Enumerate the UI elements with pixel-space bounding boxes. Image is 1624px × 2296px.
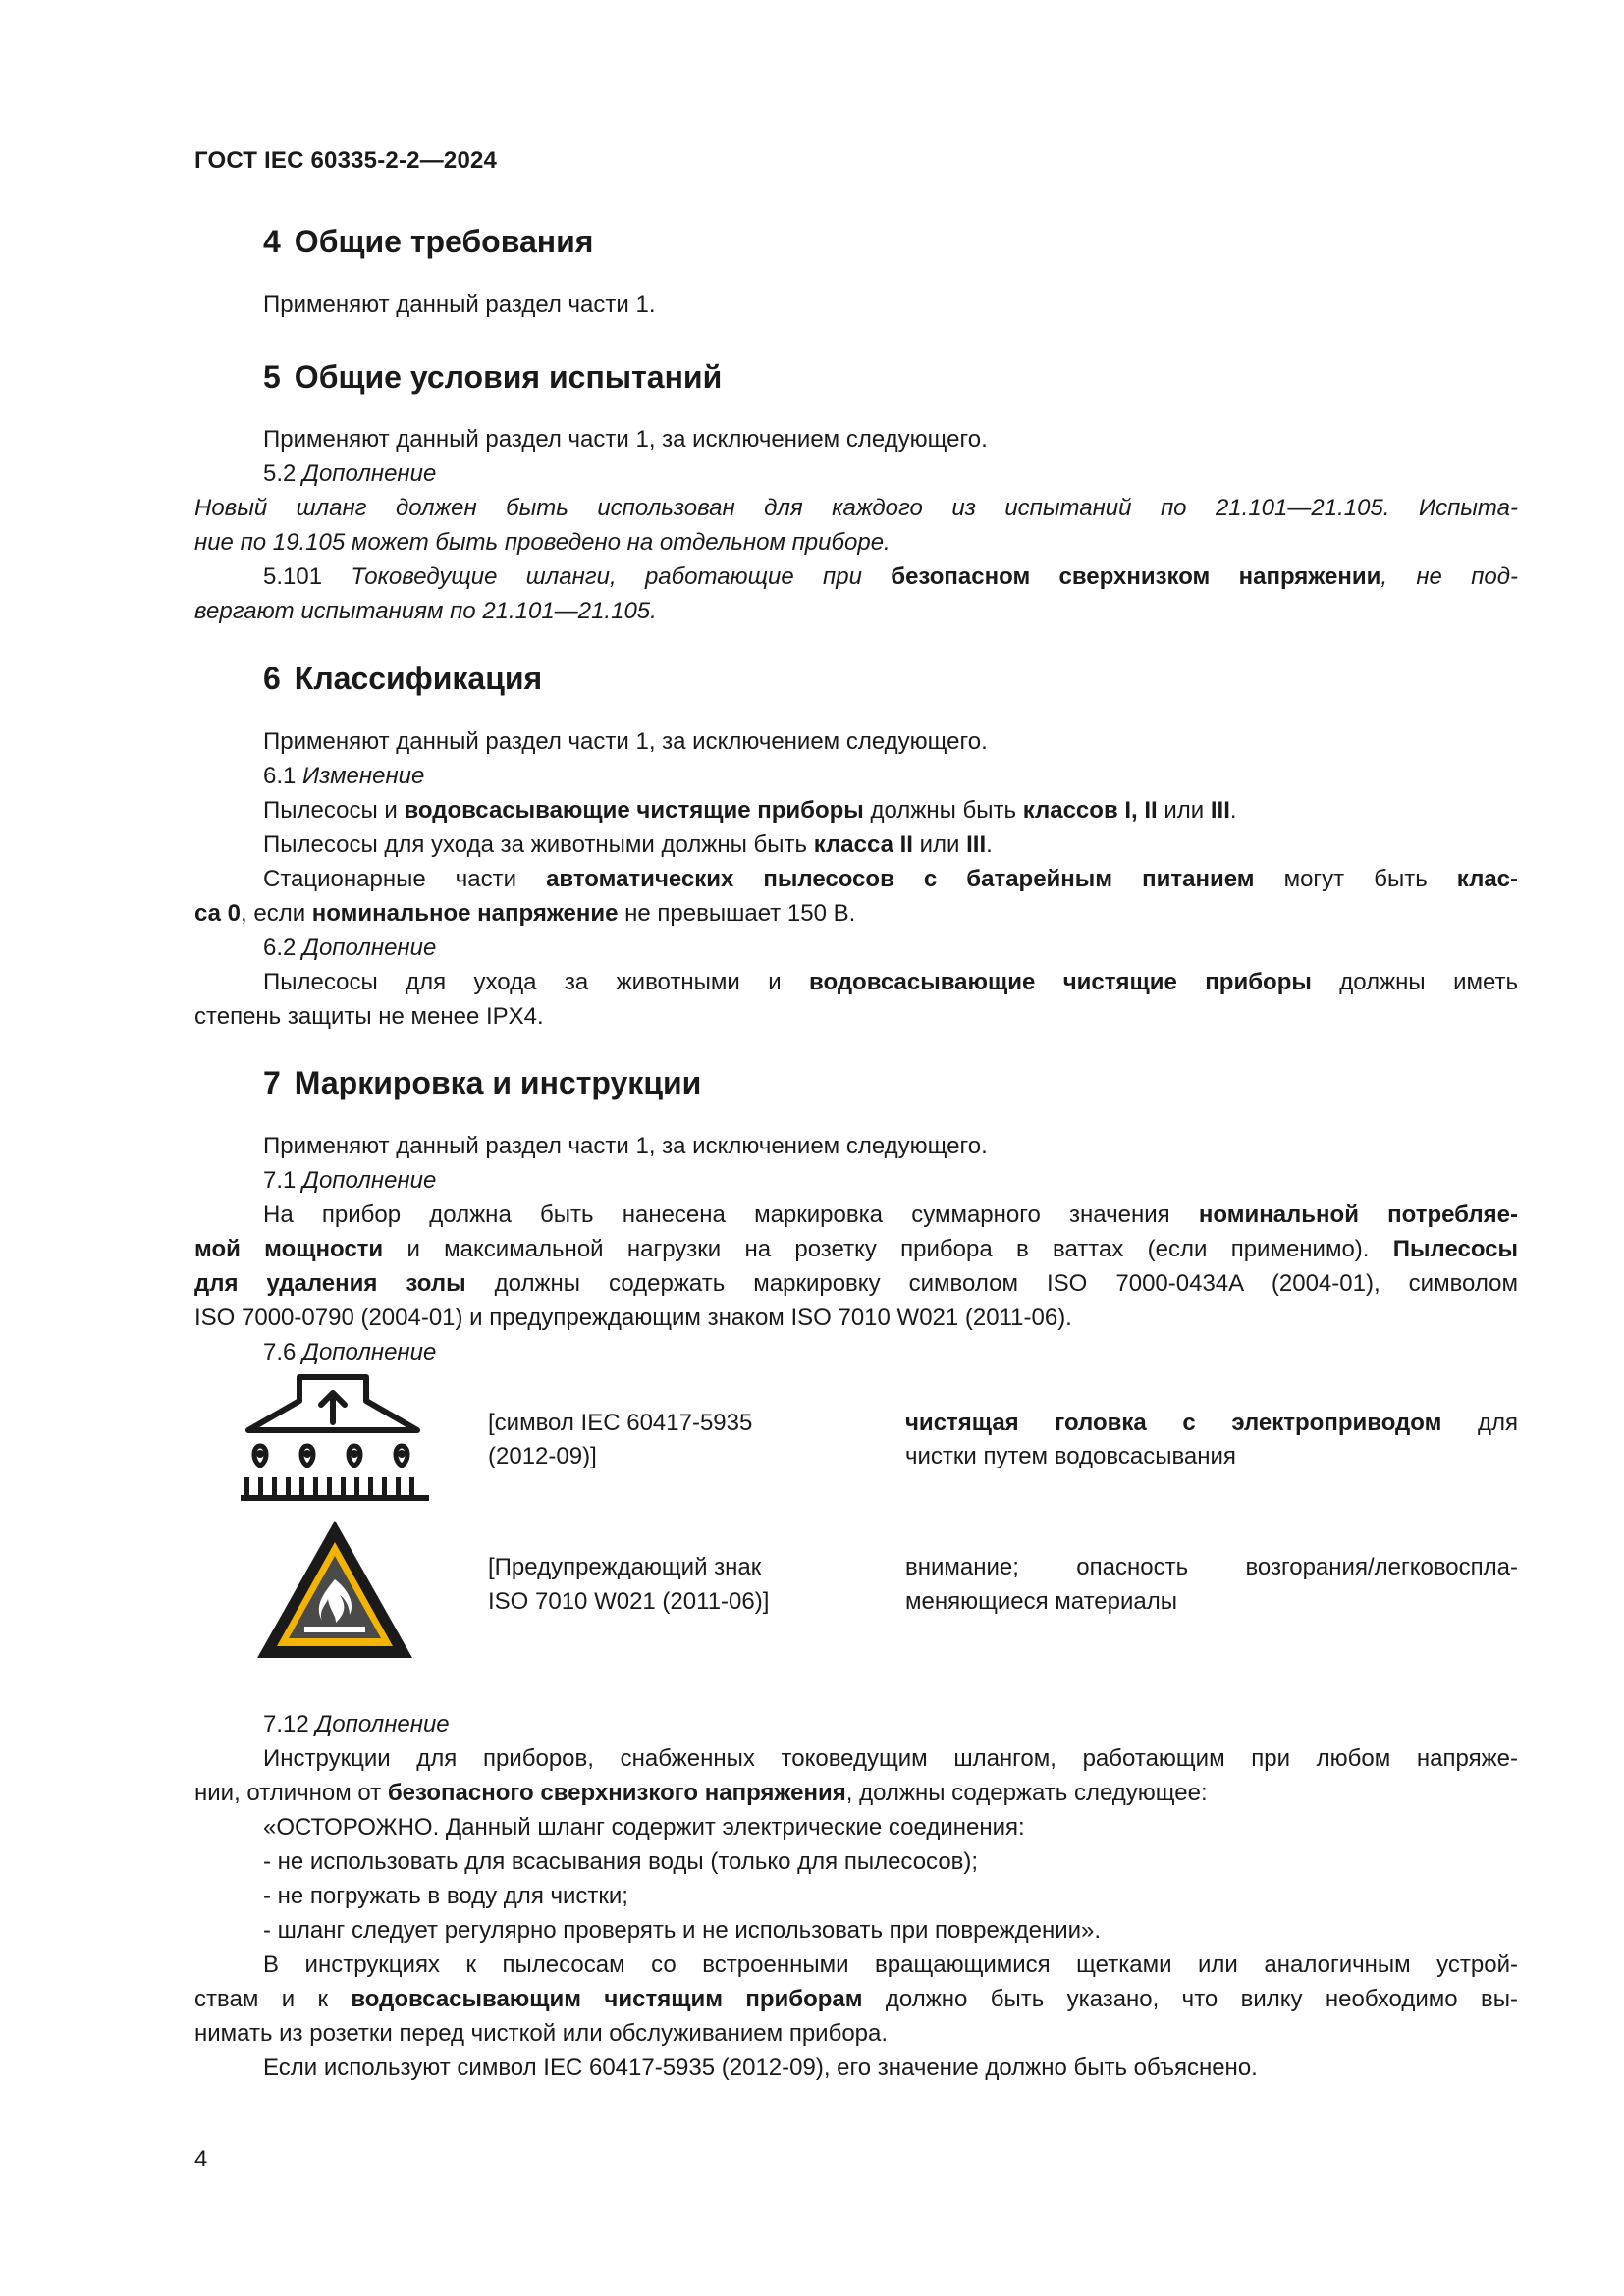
section-number: 7 bbox=[263, 1065, 281, 1100]
paragraph-line: нии, отличном от безопасного сверхнизкого напряжения, должны содержать следующее: bbox=[194, 1780, 1208, 1806]
section-title: Общие требования bbox=[294, 224, 594, 259]
clause-6-1-heading: 6.1 Изменение bbox=[263, 763, 425, 789]
paragraph-line: Если используют символ IEC 60417-5935 (2012-09), его значение должно быть объяснено. bbox=[263, 2055, 1258, 2081]
section-number: 5 bbox=[263, 359, 281, 395]
paragraph-line: Пылесосы для ухода за животными должны быть класса II или III. bbox=[263, 831, 993, 858]
paragraph: Применяют данный раздел части 1, за исключением следующего. bbox=[263, 426, 988, 453]
symbol-description: внимание; опасность возгорания/легковоспла- bbox=[905, 1554, 1518, 1580]
section-title: Маркировка и инструкции bbox=[294, 1065, 702, 1100]
paragraph: Применяют данный раздел части 1. bbox=[263, 292, 656, 318]
clause-7-12-heading: 7.12 Дополнение bbox=[263, 1711, 450, 1737]
symbol-description: меняющиеся материалы bbox=[905, 1588, 1178, 1615]
list-item: - не погружать в воду для чистки; bbox=[263, 1883, 628, 1909]
paragraph: Применяют данный раздел части 1, за исключением следующего. bbox=[263, 1133, 988, 1159]
section-title: Классификация bbox=[294, 661, 543, 696]
paragraph-line: са 0, если номинальное напряжение не превышает 150 В. bbox=[194, 900, 856, 927]
section-7-heading bbox=[263, 1065, 701, 1101]
symbol-reference: [символ IEC 60417-5935 bbox=[488, 1410, 753, 1436]
paragraph-line: Пылесосы для ухода за животными и водовсасывающие чистящие приборы должны иметь bbox=[263, 969, 1518, 995]
section-5-heading bbox=[263, 359, 722, 396]
clause-6-2-heading: 6.2 Дополнение bbox=[263, 934, 437, 961]
flammable-warning-icon bbox=[253, 1517, 416, 1664]
section-number: 6 bbox=[263, 661, 281, 696]
section-number: 4 bbox=[263, 224, 281, 259]
list-item: - шланг следует регулярно проверять и не использовать при повреждении». bbox=[263, 1917, 1102, 1944]
paragraph-line: ние по 19.105 может быть проведено на отдельном приборе. bbox=[194, 529, 891, 556]
section-6-heading bbox=[263, 661, 542, 697]
section-4-heading bbox=[263, 224, 593, 260]
clause-number: 5.2 bbox=[263, 460, 297, 487]
clause-5-101-line: 5.101 Токоведущие шланги, работающие при безопасном сверхнизком напряжении, не под- bbox=[263, 563, 1518, 590]
clause-5-2-heading bbox=[263, 456, 1518, 492]
paragraph-line: вергают испытаниям по 21.101—21.105. bbox=[194, 598, 657, 624]
paragraph-line: «ОСТОРОЖНО. Данный шланг содержит электрические соединения: bbox=[263, 1814, 1025, 1841]
symbol-reference: (2012-09)] bbox=[488, 1443, 597, 1469]
symbol-description: чистящая головка с электроприводом для bbox=[905, 1410, 1519, 1436]
section-title: Общие условия испытаний bbox=[294, 359, 723, 395]
paragraph-line: Пылесосы и водовсасывающие чистящие приборы должны быть классов I, II или III. bbox=[263, 797, 1237, 824]
clause-title: Дополнение bbox=[302, 460, 437, 487]
symbol-reference: ISO 7010 W021 (2011-06)] bbox=[488, 1588, 770, 1615]
paragraph-line: Стационарные части автоматических пылесосов с батарейным питанием могут быть клас- bbox=[263, 866, 1518, 892]
paragraph-line: ISO 7000-0790 (2004-01) и предупреждающим знаком ISO 7010 W021 (2011-06). bbox=[194, 1305, 1072, 1331]
paragraph-line: ствам и к водовсасывающим чистящим приборам должно быть указано, что вилку необходимо вы- bbox=[194, 1986, 1518, 2012]
list-item: - не использовать для всасывания воды (только для пылесосов); bbox=[263, 1848, 979, 1875]
symbol-reference: [Предупреждающий знак bbox=[488, 1554, 762, 1580]
paragraph-line: мой мощности и максимальной нагрузки на розетку прибора в ваттах (если применимо). Пылесосы bbox=[194, 1236, 1518, 1262]
paragraph: Применяют данный раздел части 1, за исключением следующего. bbox=[263, 728, 988, 755]
powered-cleaning-head-symbol-icon bbox=[239, 1369, 431, 1513]
clause-7-6-heading: 7.6 Дополнение bbox=[263, 1339, 437, 1365]
paragraph-line: На прибор должна быть нанесена маркировка суммарного значения номинальной потребляе- bbox=[263, 1201, 1518, 1228]
paragraph-line: Новый шланг должен быть использован для каждого из испытаний по 21.101—21.105. Испыта- bbox=[194, 495, 1518, 521]
paragraph-line: Инструкции для приборов, снабженных токоведущим шлангом, работающим при любом напряже- bbox=[263, 1745, 1518, 1772]
paragraph-line: нимать из розетки перед чисткой или обслуживанием прибора. bbox=[194, 2020, 889, 2047]
document-header: ГОСТ IEC 60335-2-2—2024 bbox=[194, 147, 498, 174]
page-number: 4 bbox=[194, 2146, 208, 2172]
paragraph-line: степень защиты не менее IPX4. bbox=[194, 1003, 544, 1030]
paragraph-line: В инструкциях к пылесосам со встроенными вращающимися щетками или аналогичным устрой- bbox=[263, 1951, 1518, 1978]
symbol-description: чистки путем водовсасывания bbox=[905, 1443, 1236, 1469]
clause-7-1-heading: 7.1 Дополнение bbox=[263, 1167, 437, 1194]
paragraph-line: для удаления золы должны содержать маркировку символом ISO 7000-0434A (2004-01), символом bbox=[194, 1270, 1518, 1297]
